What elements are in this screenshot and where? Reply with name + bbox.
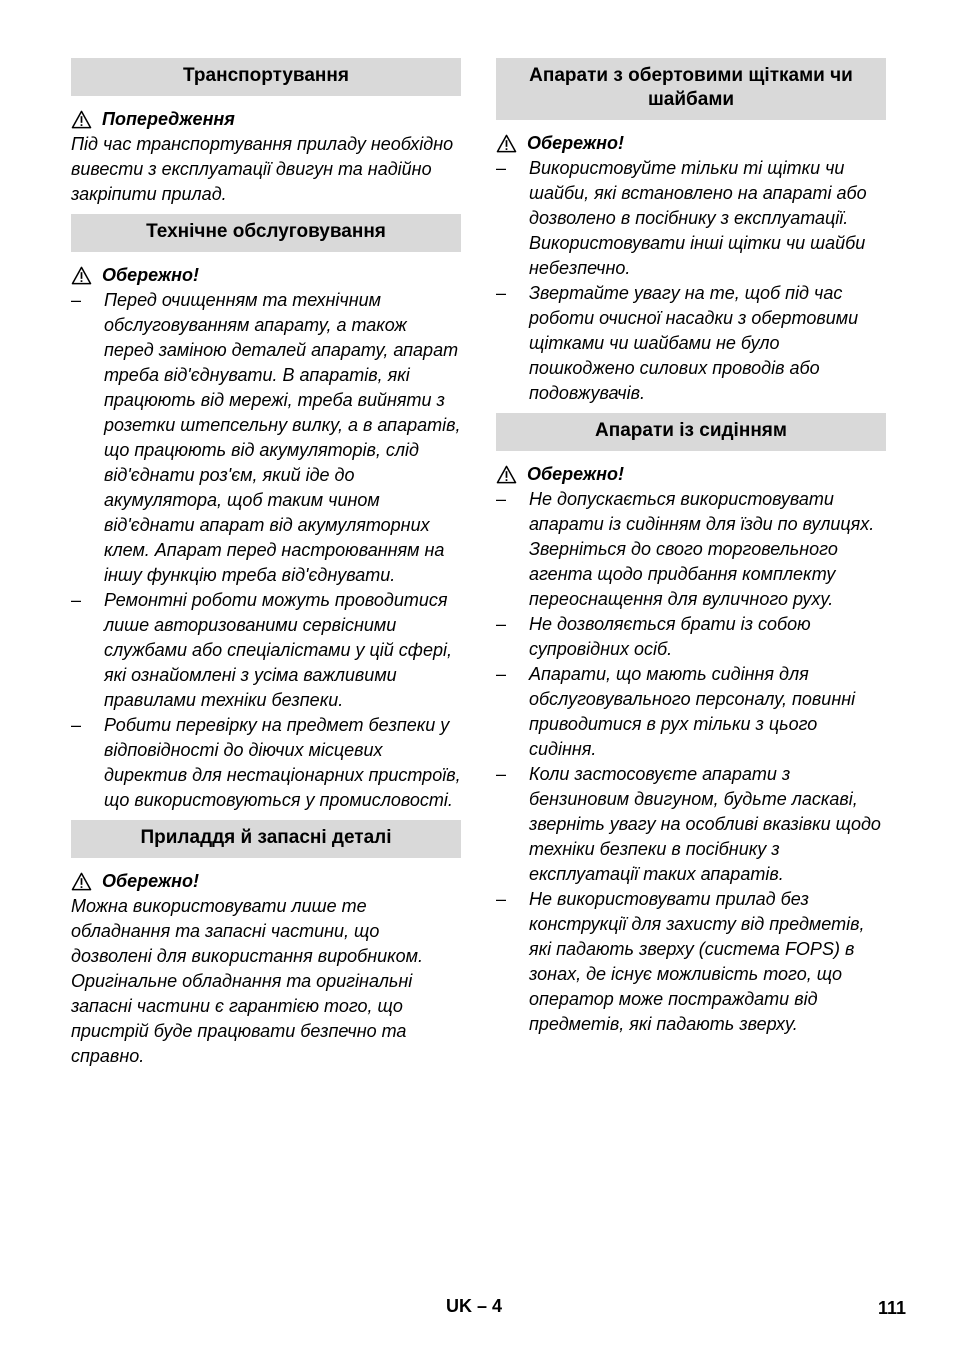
section-transport — [71, 58, 461, 207]
warning-label: Обережно! — [102, 871, 200, 891]
warning-triangle-icon — [71, 110, 92, 129]
footer-label: UK – 4 — [446, 1296, 503, 1316]
dash-marker: – — [496, 489, 507, 509]
list-item — [71, 588, 461, 713]
list-item-text: Не допускається використовувати апарати із сидінням для їзди по вулицях. Зверніться до свого торговельного агента щодо придбання комплекту переоснащення для вуличного руху. — [529, 489, 875, 609]
list-item — [496, 887, 886, 1037]
section-heading: Приладдя й запасні деталі — [71, 820, 461, 858]
warning-line — [71, 107, 461, 132]
dash-marker: – — [496, 764, 507, 784]
right-column — [496, 58, 886, 1037]
list-item-text: Ремонтні роботи можуть проводитися лише авторизованими сервісними службами або спеціалістами у цій сфері, які ознайомлені з усіма важливими правилами техніки безпеки. — [104, 590, 453, 710]
warning-label: Обережно! — [527, 133, 625, 153]
list-item-text: Використовуйте тільки ті щітки чи шайби, які встановлено на апараті або дозволено в посібнику з експлуатації. Використовувати інші щітки чи шайби небезпечно. — [529, 158, 867, 278]
section-heading: Технічне обслуговування — [71, 214, 461, 252]
list-item-text: Апарати, що мають сидіння для обслуговувального персоналу, повинні приводитися в рух тільки з цього сидіння. — [529, 664, 856, 759]
bullet-list — [496, 487, 886, 1037]
dash-marker: – — [496, 889, 507, 909]
warning-line — [71, 869, 461, 894]
list-item-text: Не використовувати прилад без конструкції для захисту від предметів, які падають зверху (система FOPS) в зонах, де існує можливість того, що оператор може постраждати від предметів, які падають зверху. — [529, 889, 865, 1034]
section-brushes — [496, 58, 886, 406]
list-item — [71, 713, 461, 813]
list-item-text: Коли застосовуєте апарати з бензиновим двигуном, будьте ласкаві, зверніть увагу на особливі вказівки щодо техніки безпеки в посібнику з експлуатації таких апаратів. — [529, 764, 881, 884]
list-item — [496, 281, 886, 406]
dash-marker: – — [496, 158, 507, 178]
list-item-text: Звертайте увагу на те, щоб під час роботи очисної насадки з обертовими щітками чи шайбами не було пошкоджено силових проводів або подовжувачів. — [529, 283, 859, 403]
section-heading: Транспортування — [71, 58, 461, 96]
list-item — [496, 762, 886, 887]
warning-triangle-icon — [71, 266, 92, 285]
warning-triangle-icon — [496, 134, 517, 153]
bullet-list — [496, 156, 886, 406]
section-heading: Апарати із сидінням — [496, 413, 886, 451]
warning-line — [496, 462, 886, 487]
warning-line — [496, 131, 886, 156]
dash-marker: – — [496, 283, 507, 303]
list-item-text: Не дозволяється брати із собою супровідних осіб. — [529, 614, 811, 659]
section-text: Під час транспортування приладу необхідно вивести з експлуатації двигун та надійно закріпити прилад. — [71, 134, 454, 204]
list-item — [71, 288, 461, 588]
section-accessories — [71, 820, 461, 1069]
list-item — [496, 487, 886, 612]
dash-marker: – — [496, 614, 507, 634]
list-item-text: Робити перевірку на предмет безпеки у відповідності до діючих місцевих директив для нестаціонарних пристроїв, що використовуються у промисловості. — [104, 715, 461, 810]
warning-label: Обережно! — [527, 464, 625, 484]
warning-triangle-icon — [496, 465, 517, 484]
list-item — [496, 156, 886, 281]
left-column — [71, 58, 461, 1069]
warning-label: Попередження — [102, 109, 235, 129]
dash-marker: – — [71, 290, 82, 310]
dash-marker: – — [71, 715, 82, 735]
list-item-text: Перед очищенням та технічним обслуговуванням апарату, а також перед заміною деталей апарату, апарат треба від'єднувати. В апаратів, які працюють від мережі, треба вийняти з розетки штепсельну вилку, а в апаратів, що працюють від акумуляторів, слід від'єднати роз'єм, який іде до акумулятора, щоб таким чином від'єднати апарат від акумуляторних клем. Апарат перед настроюванням на іншу функцію треба від'єднувати. — [104, 290, 461, 585]
section-maintenance — [71, 214, 461, 813]
bullet-list — [71, 288, 461, 813]
section-heading: Апарати з обертовими щітками чи шайбами — [496, 58, 886, 120]
page-number: 111 — [878, 1298, 907, 1318]
warning-triangle-icon — [71, 872, 92, 891]
list-item — [496, 612, 886, 662]
warning-label: Обережно! — [102, 265, 200, 285]
section-seat — [496, 413, 886, 1037]
dash-marker: – — [496, 664, 507, 684]
dash-marker: – — [71, 590, 82, 610]
list-item — [496, 662, 886, 762]
section-text: Можна використовувати лише те обладнання та запасні частини, що дозволені для використання виробником. Оригінальне обладнання та оригінальні запасні частини є гарантією того, що пристрій буде працювати безпечно та справно. — [71, 896, 424, 1066]
warning-line — [71, 263, 461, 288]
